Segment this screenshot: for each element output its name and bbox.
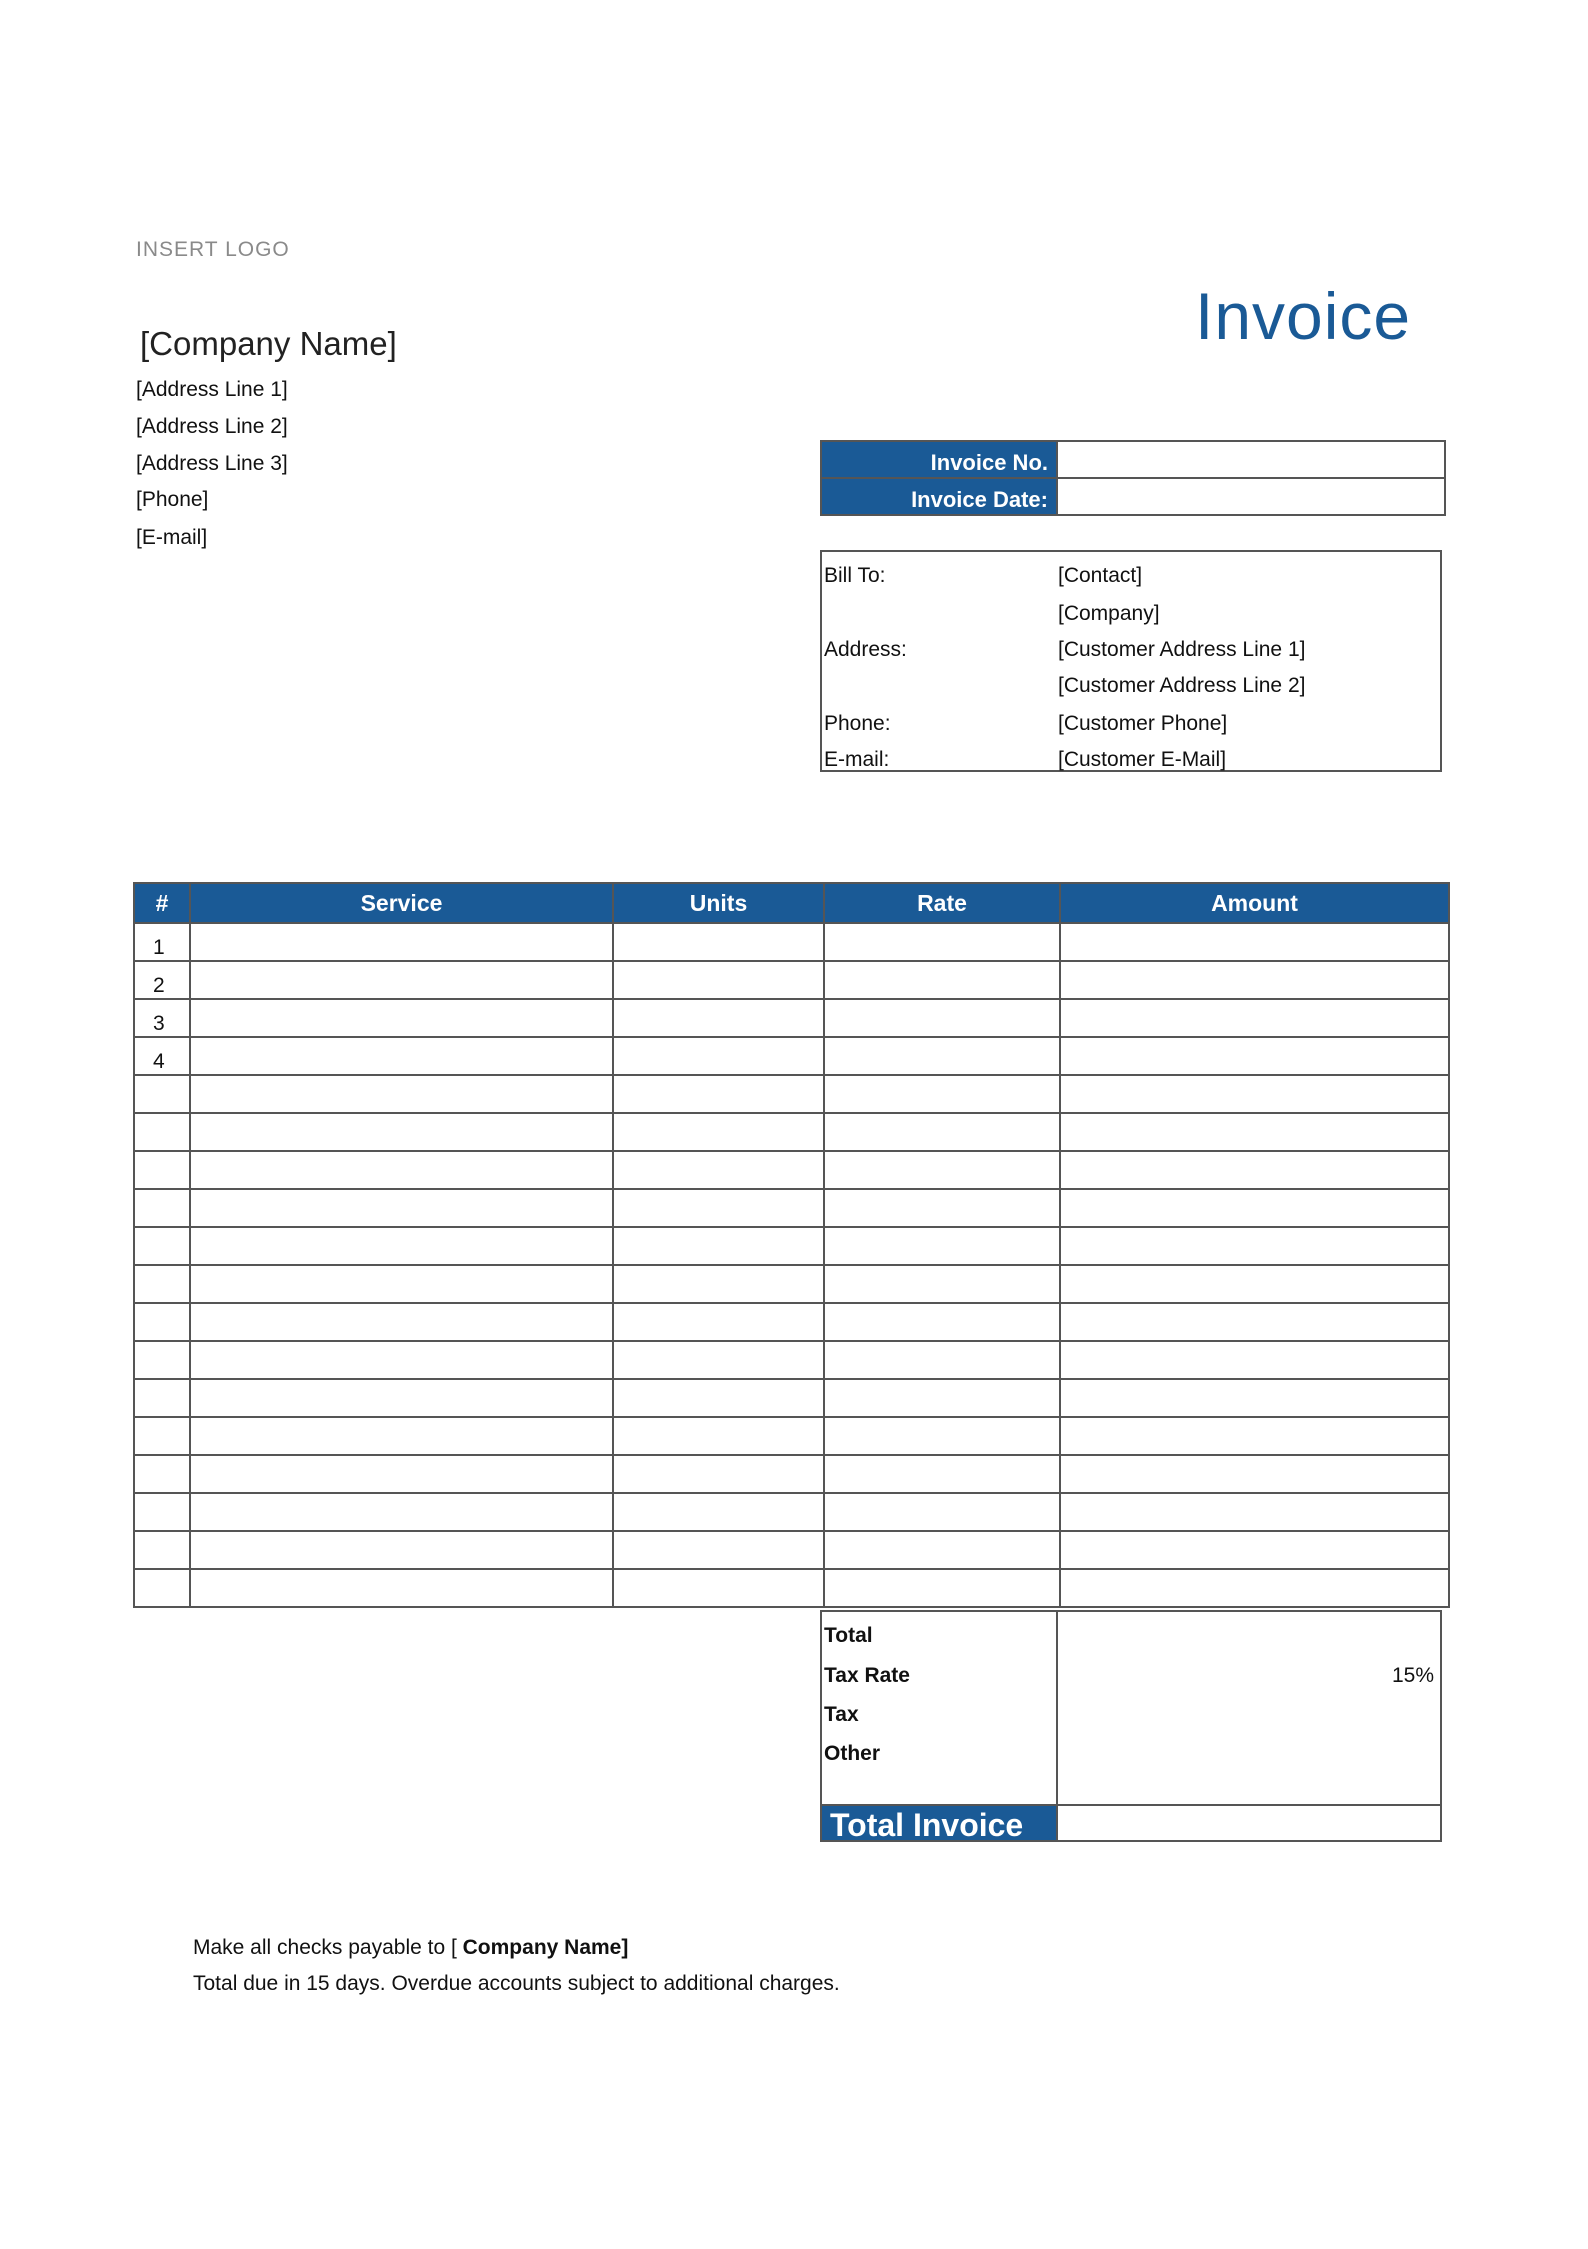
table-row xyxy=(134,1531,1449,1569)
cell-units[interactable] xyxy=(613,999,824,1037)
insert-logo-placeholder: INSERT LOGO xyxy=(136,238,290,261)
cell-number[interactable] xyxy=(134,1189,190,1227)
cell-amount[interactable] xyxy=(1060,1151,1449,1189)
cell-units[interactable] xyxy=(613,1569,824,1607)
table-row xyxy=(134,1493,1449,1531)
payment-terms: Total due in 15 days. Overdue accounts subject to additional charges. xyxy=(193,1972,840,1995)
cell-units[interactable] xyxy=(613,1531,824,1569)
cell-rate[interactable] xyxy=(824,1569,1060,1607)
table-row xyxy=(134,1227,1449,1265)
cell-amount[interactable] xyxy=(1060,923,1449,961)
cell-service[interactable] xyxy=(190,1037,613,1075)
cell-rate[interactable] xyxy=(824,1075,1060,1113)
cell-units[interactable] xyxy=(613,1189,824,1227)
company-address-line-3: [Address Line 3] xyxy=(136,452,288,475)
cell-service[interactable] xyxy=(190,1341,613,1379)
checks-payable-company: Company Name] xyxy=(462,1936,629,1959)
cell-amount[interactable] xyxy=(1060,1493,1449,1531)
cell-service[interactable] xyxy=(190,1569,613,1607)
cell-units[interactable] xyxy=(613,1493,824,1531)
customer-address-line-2[interactable]: [Customer Address Line 2] xyxy=(1058,674,1306,697)
invoice-title: Invoice xyxy=(1195,279,1412,353)
company-email: [E-mail] xyxy=(136,526,208,549)
cell-amount[interactable] xyxy=(1060,1341,1449,1379)
cell-amount[interactable] xyxy=(1060,999,1449,1037)
cell-service[interactable] xyxy=(190,1531,613,1569)
cell-rate[interactable] xyxy=(824,1417,1060,1455)
cell-service[interactable] xyxy=(190,1379,613,1417)
cell-number[interactable]: 3 xyxy=(134,999,190,1037)
cell-units[interactable] xyxy=(613,1303,824,1341)
table-row xyxy=(134,1379,1449,1417)
total-invoice-value[interactable] xyxy=(1056,1806,1440,1840)
table-row xyxy=(134,923,1449,961)
company-address-line-1: [Address Line 1] xyxy=(136,378,288,401)
cell-service[interactable] xyxy=(190,1493,613,1531)
cell-number[interactable] xyxy=(134,1379,190,1417)
col-header-service: Service xyxy=(190,883,613,923)
cell-rate[interactable] xyxy=(824,1493,1060,1531)
table-row xyxy=(134,1189,1449,1227)
totals-box xyxy=(820,1610,1442,1806)
cell-service[interactable] xyxy=(190,1227,613,1265)
checks-payable-prefix: Make all checks payable to [ xyxy=(193,1936,463,1959)
table-row xyxy=(134,1037,1449,1075)
cell-amount[interactable] xyxy=(1060,1569,1449,1607)
tax-label: Tax xyxy=(824,1703,859,1726)
cell-rate[interactable] xyxy=(824,1303,1060,1341)
cell-units[interactable] xyxy=(613,1341,824,1379)
cell-units[interactable] xyxy=(613,1075,824,1113)
customer-phone[interactable]: [Customer Phone] xyxy=(1058,712,1228,735)
cell-amount[interactable] xyxy=(1060,1113,1449,1151)
cell-service[interactable] xyxy=(190,999,613,1037)
phone-label: Phone: xyxy=(824,712,891,735)
cell-service[interactable] xyxy=(190,1265,613,1303)
checks-payable-note xyxy=(193,1936,628,1960)
customer-email[interactable]: [Customer E-Mail] xyxy=(1058,748,1227,771)
cell-number[interactable] xyxy=(134,1075,190,1113)
cell-amount[interactable] xyxy=(1060,1379,1449,1417)
invoice-no-field[interactable] xyxy=(1056,442,1444,477)
cell-number[interactable]: 1 xyxy=(134,923,190,961)
cell-rate[interactable] xyxy=(824,1227,1060,1265)
total-invoice-row xyxy=(820,1804,1442,1842)
cell-service[interactable] xyxy=(190,1417,613,1455)
cell-amount[interactable] xyxy=(1060,1227,1449,1265)
cell-rate[interactable] xyxy=(824,1265,1060,1303)
cell-number[interactable] xyxy=(134,1531,190,1569)
cell-units[interactable] xyxy=(613,1113,824,1151)
cell-number[interactable]: 4 xyxy=(134,1037,190,1075)
cell-rate[interactable] xyxy=(824,1113,1060,1151)
table-row xyxy=(134,999,1449,1037)
cell-rate[interactable] xyxy=(824,1379,1060,1417)
invoice-date-field[interactable] xyxy=(1056,479,1444,514)
invoice-date-label: Invoice Date: xyxy=(822,479,1056,514)
table-row xyxy=(134,961,1449,999)
cell-units[interactable] xyxy=(613,961,824,999)
table-row xyxy=(134,1417,1449,1455)
table-row xyxy=(134,1303,1449,1341)
cell-units[interactable] xyxy=(613,1379,824,1417)
bill-to-company[interactable]: [Company] xyxy=(1058,602,1160,625)
cell-service[interactable] xyxy=(190,1455,613,1493)
line-items-table xyxy=(133,882,1450,1608)
cell-rate[interactable] xyxy=(824,1151,1060,1189)
customer-address-line-1[interactable]: [Customer Address Line 1] xyxy=(1058,638,1306,661)
cell-amount[interactable] xyxy=(1060,1417,1449,1455)
bill-to-box xyxy=(820,550,1442,772)
cell-service[interactable] xyxy=(190,1151,613,1189)
cell-amount[interactable] xyxy=(1060,1075,1449,1113)
cell-number[interactable] xyxy=(134,1341,190,1379)
cell-number[interactable] xyxy=(134,1417,190,1455)
cell-number[interactable]: 2 xyxy=(134,961,190,999)
col-header-rate: Rate xyxy=(824,883,1060,923)
cell-amount[interactable] xyxy=(1060,1265,1449,1303)
cell-number[interactable] xyxy=(134,1227,190,1265)
cell-service[interactable] xyxy=(190,1075,613,1113)
cell-number[interactable] xyxy=(134,1303,190,1341)
invoice-meta-box xyxy=(820,440,1446,516)
col-header-number: # xyxy=(134,883,190,923)
cell-number[interactable] xyxy=(134,1113,190,1151)
company-name: [Company Name] xyxy=(140,325,397,362)
cell-number[interactable] xyxy=(134,1265,190,1303)
cell-rate[interactable] xyxy=(824,999,1060,1037)
tax-rate-label: Tax Rate xyxy=(824,1664,910,1687)
total-invoice-label: Total Invoice xyxy=(822,1806,1056,1840)
address-label: Address: xyxy=(824,638,907,661)
cell-units[interactable] xyxy=(613,923,824,961)
invoice-no-label: Invoice No. xyxy=(822,442,1056,477)
cell-number[interactable] xyxy=(134,1493,190,1531)
table-row xyxy=(134,1075,1449,1113)
cell-number[interactable] xyxy=(134,1455,190,1493)
bill-to-label: Bill To: xyxy=(824,564,886,587)
cell-units[interactable] xyxy=(613,1227,824,1265)
col-header-units: Units xyxy=(613,883,824,923)
cell-rate[interactable] xyxy=(824,1455,1060,1493)
table-row xyxy=(134,1113,1449,1151)
cell-amount[interactable] xyxy=(1060,961,1449,999)
other-label: Other xyxy=(824,1742,881,1765)
cell-number[interactable] xyxy=(134,1151,190,1189)
cell-service[interactable] xyxy=(190,1189,613,1227)
cell-rate[interactable] xyxy=(824,1531,1060,1569)
bill-to-contact[interactable]: [Contact] xyxy=(1058,564,1143,587)
email-label: E-mail: xyxy=(824,748,890,771)
col-header-amount: Amount xyxy=(1060,883,1449,923)
company-address-line-2: [Address Line 2] xyxy=(136,415,288,438)
cell-rate[interactable] xyxy=(824,923,1060,961)
cell-amount[interactable] xyxy=(1060,1189,1449,1227)
table-row xyxy=(134,1341,1449,1379)
cell-service[interactable] xyxy=(190,923,613,961)
cell-number[interactable] xyxy=(134,1569,190,1607)
cell-units[interactable] xyxy=(613,1455,824,1493)
table-row xyxy=(134,1265,1449,1303)
cell-rate[interactable] xyxy=(824,1037,1060,1075)
cell-rate[interactable] xyxy=(824,961,1060,999)
cell-service[interactable] xyxy=(190,1113,613,1151)
cell-units[interactable] xyxy=(613,1037,824,1075)
cell-amount[interactable] xyxy=(1060,1531,1449,1569)
cell-amount[interactable] xyxy=(1060,1455,1449,1493)
cell-rate[interactable] xyxy=(824,1189,1060,1227)
table-row xyxy=(134,1455,1449,1493)
tax-rate-value[interactable]: 15% xyxy=(1391,1664,1434,1687)
cell-service[interactable] xyxy=(190,1303,613,1341)
cell-units[interactable] xyxy=(613,1417,824,1455)
cell-rate[interactable] xyxy=(824,1341,1060,1379)
table-row xyxy=(134,1569,1449,1607)
table-header-row xyxy=(134,883,1449,923)
cell-service[interactable] xyxy=(190,961,613,999)
cell-units[interactable] xyxy=(613,1151,824,1189)
cell-amount[interactable] xyxy=(1060,1037,1449,1075)
table-row xyxy=(134,1151,1449,1189)
company-phone: [Phone] xyxy=(136,488,209,511)
cell-units[interactable] xyxy=(613,1265,824,1303)
total-label: Total xyxy=(824,1624,873,1647)
cell-amount[interactable] xyxy=(1060,1303,1449,1341)
